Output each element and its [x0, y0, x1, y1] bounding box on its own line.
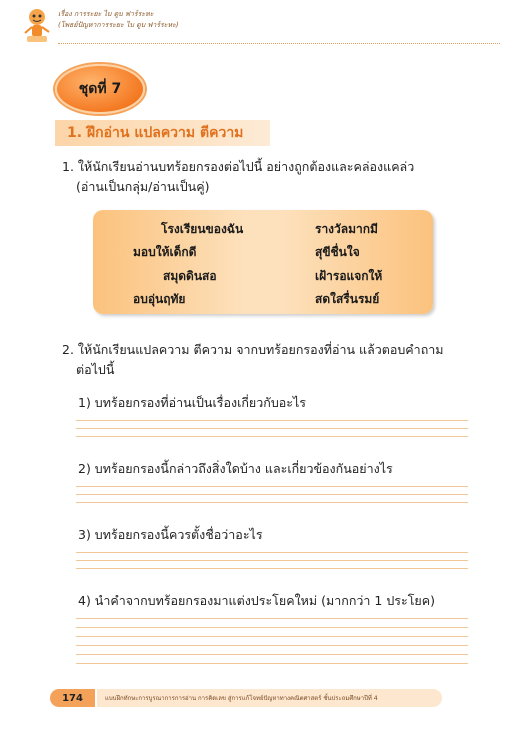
sub-question-1: 1) บทร้อยกรองที่อ่านเป็นเรื่องเกี่ยวกับอะไร	[78, 395, 306, 410]
page-number: 174	[50, 689, 95, 707]
sub-question-4: 4) นำคำจากบทร้อยกรองมาแต่งประโยคใหม่ (มากกว่า 1 ประโยค)	[78, 593, 435, 608]
question-1	[62, 157, 492, 197]
poem-box	[93, 210, 433, 314]
poem-line-right: เฝ้ารอแจกให้	[315, 269, 383, 283]
answer-line[interactable]	[76, 568, 468, 569]
poem-line-right: รางวัลมากมี	[315, 222, 378, 236]
poem-line-left: โรงเรียนของฉัน	[161, 222, 244, 236]
section-title: 1. ฝึกอ่าน แปลความ ตีความ	[55, 120, 270, 146]
footer-text: แบบฝึกทักษะการบูรณาการการอ่าน การคิดเลข สู่การแก้โจทย์ปัญหาทางคณิตศาสตร์ ชั้นประถมศึกษาปีที่ 4	[97, 689, 442, 707]
poem-line-left: มอบให้เด็กดี	[133, 245, 197, 259]
poem-line-right: สุขีชื่นใจ	[315, 245, 360, 259]
sub-question-2: 2) บทร้อยกรองนี้กล่าวถึงสิ่งใดบ้าง และเกี่ยวข้องกันอย่างไร	[78, 461, 393, 476]
poem-line-left: อบอุ่นฤทัย	[133, 292, 186, 306]
answer-line[interactable]	[76, 560, 468, 561]
answer-line[interactable]	[76, 486, 468, 487]
answer-line[interactable]	[76, 636, 468, 637]
question-2-line2: ต่อไปนี้	[76, 362, 115, 377]
answer-line[interactable]	[76, 502, 468, 503]
answer-line[interactable]	[76, 494, 468, 495]
question-2-line1: 2. ให้นักเรียนแปลความ ตีความ จากบทร้อยกรองที่อ่าน แล้วตอบคำถาม	[62, 342, 444, 357]
answer-line[interactable]	[76, 663, 468, 664]
answer-line[interactable]	[76, 645, 468, 646]
answer-line[interactable]	[76, 428, 468, 429]
question-2	[62, 340, 492, 380]
mascot-icon	[22, 6, 52, 46]
header-title: เรื่อง การระยะ ไบ ดูบ ฟาร์ระหะ	[58, 10, 154, 18]
header-divider	[58, 43, 500, 44]
answer-line[interactable]	[76, 627, 468, 628]
question-1-line2: (อ่านเป็นกลุ่ม/อ่านเป็นคู่)	[76, 179, 210, 194]
answer-line[interactable]	[76, 420, 468, 421]
poem-line-left: สมุดดินสอ	[163, 269, 217, 283]
answer-line[interactable]	[76, 436, 468, 437]
answer-line[interactable]	[76, 618, 468, 619]
question-1-line1: 1. ให้นักเรียนอ่านบทร้อยกรองต่อไปนี้ อย่างถูกต้องและคล่องแคล่ว	[62, 159, 415, 174]
poem-line-right: สดใสรื่นรมย์	[315, 292, 380, 306]
header-subtitle: (โพธย์ปัญหาการระยะ ไบ ดูบ ฟาร์ระหะ)	[58, 21, 179, 29]
set-badge: ชุดที่ 7	[55, 64, 145, 114]
sub-question-3: 3) บทร้อยกรองนี้ควรตั้งชื่อว่าอะไร	[78, 527, 263, 542]
answer-line[interactable]	[76, 654, 468, 655]
answer-line[interactable]	[76, 552, 468, 553]
